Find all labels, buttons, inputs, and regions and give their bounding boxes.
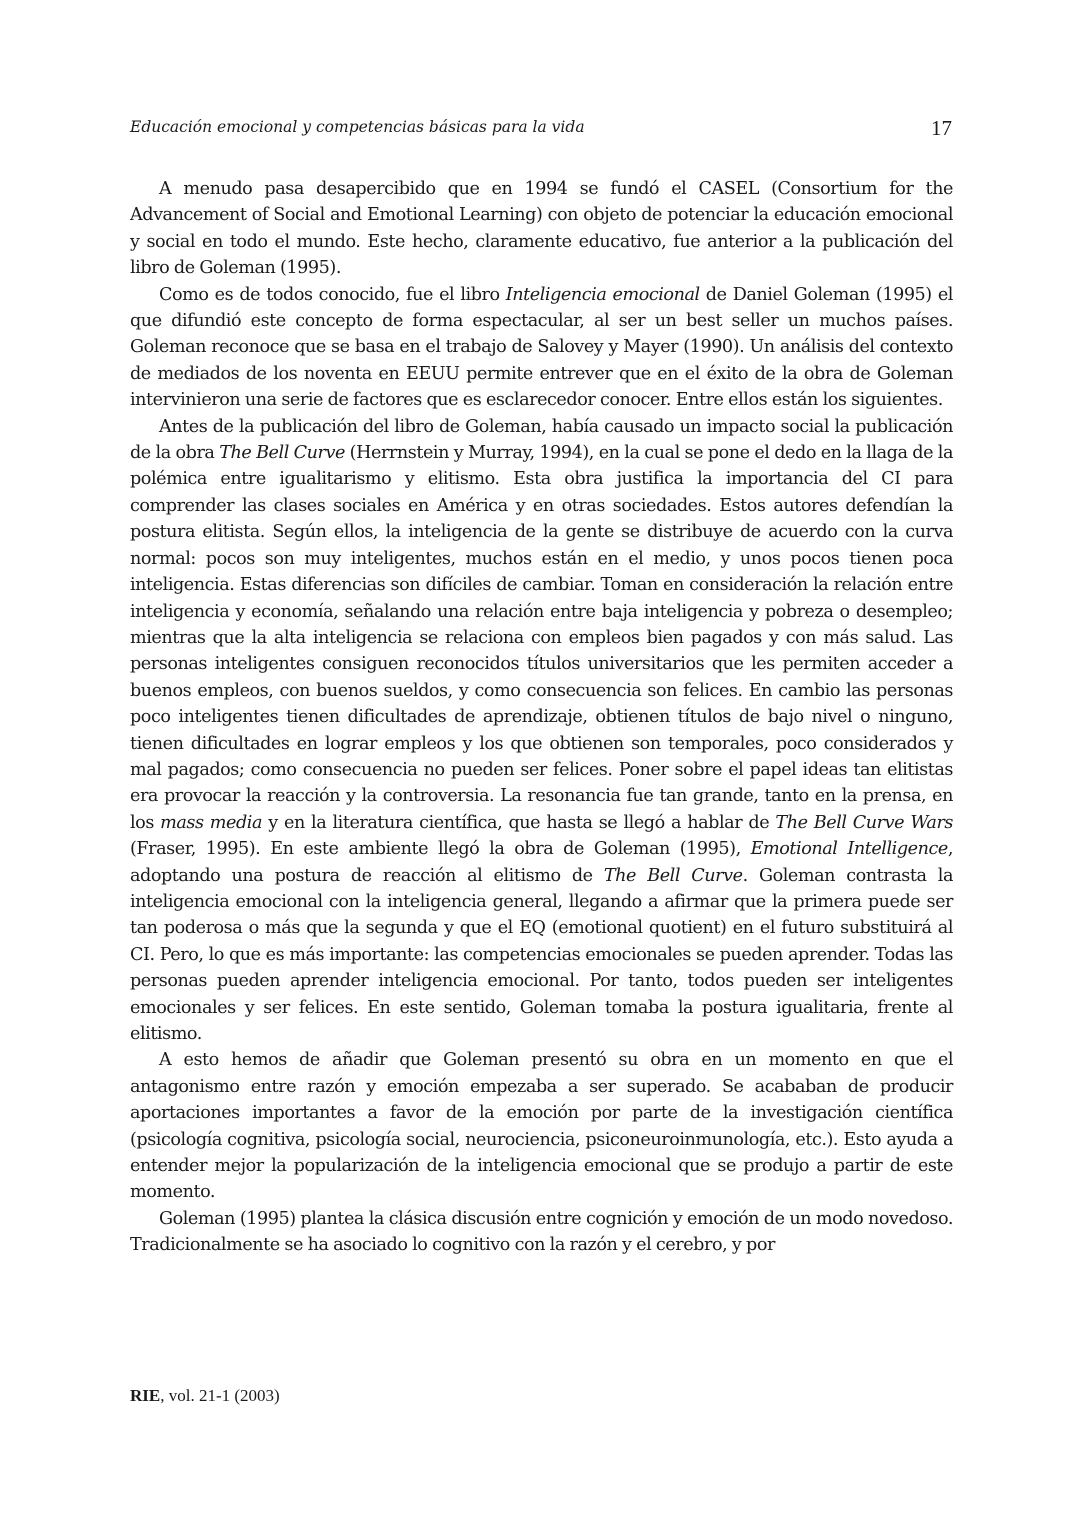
article-body [130, 176, 953, 1259]
italic-title: The Bell Curve Wars [775, 812, 954, 833]
text-run: . Goleman contrasta la inteligencia emocional con la inteligencia general, llegando a afirmar que la primera puede ser tan poderosa o más que la segunda y que el EQ (emotional quotient) en el futuro substituirá al CI. Pero, lo que es más importante: las competencias emocionales se pueden aprender. Todas las personas pueden aprender inteligencia emocional. Por tanto, todos pueden ser inteligentes emocionales y ser felices. En este sentido, Goleman tomaba la postura igualitaria, frente al elitismo. [130, 865, 953, 1044]
journal-name: RIE [130, 1386, 161, 1405]
journal-citation: , vol. 21-1 (2003) [160, 1386, 280, 1405]
text-run: Goleman (1995) plantea la clásica discusión entre cognición y emoción de un modo novedoso. Tradicionalmente se ha asociado lo cognitivo con la razón y el cerebro, y por [130, 1208, 953, 1256]
text-run: Como es de todos conocido, fue el libro [159, 284, 506, 305]
text-run: y en la literatura científica, que hasta se llegó a hablar de [262, 812, 776, 833]
italic-title: mass media [160, 812, 263, 833]
italic-title: Inteligencia emocional [505, 284, 700, 305]
paragraph [130, 282, 953, 414]
text-run: de Daniel Goleman (1995) el que difundió este concepto de forma espectacular, al ser un best seller un muchos países. Goleman reconoce que se basa en el trabajo de Salovey y Mayer (1990). Un análisis del contexto de mediados de los noventa en EEUU permite entrever que en el éxito de la obra de Goleman intervinieron una serie de factores que es esclarecedor conocer. Entre ellos están los siguientes. [130, 284, 953, 411]
paragraph [130, 1047, 953, 1205]
text-run: , adoptando una postura de reacción al elitismo de [130, 839, 954, 886]
running-header [130, 116, 952, 144]
italic-title: The Bell Curve [219, 443, 345, 464]
italic-title: Emotional Intelligence [750, 839, 948, 860]
text-run: A menudo pasa desapercibido que en 1994 se fundó el CASEL (Consortium for the Advancement of Social and Emotional Learning) con objeto de potenciar la educación emocional y social en todo el mundo. Este hecho, claramente educativo, fue anterior a la publicación del libro de Goleman (1995). [130, 179, 953, 279]
text-run: (Herrnstein y Murray, 1994), en la cual se pone el dedo en la llaga de la polémica entre igualitarismo y elitismo. Esta obra justifica la importancia del CI para comprender las clases sociales en América y en otras sociedades. Estos autores defendían la postura elitista. Según ellos, la inteligencia de la gente se distribuye de acuerdo con la curva normal: pocos son muy inteligentes, muchos están en el medio, y unos pocos tienen poca inteligencia. Estas diferencias son difíciles de cambiar. Toman en consideración la relación entre inteligencia y economía, señalando una relación entre baja inteligencia y pobreza o desempleo; mientras que la alta inteligencia se relaciona con empleos bien pagados y con más salud. Las personas inteligentes consiguen reconocidos títulos universitarios que les permiten acceder a buenos empleos, con buenos sueldos, y como consecuencia son felices. En cambio las personas poco inteligentes tienen dificultades de aprendizaje, obtienen títulos de bajo nivel o ninguno, tienen dificultades en lograr empleos y los que obtienen son temporales, poco considerados y mal pagados; como consecuencia no pueden ser felices. Poner sobre el papel ideas tan elitistas era provocar la reacción y la controversia. La resonancia fue tan grande, tanto en la prensa, en los [130, 443, 954, 833]
paragraph [130, 176, 953, 282]
text-run: A esto hemos de añadir que Goleman presentó su obra en un momento en que el antagonismo entre razón y emoción empezaba a ser superado. Se acababan de producir aportaciones importantes a favor de la emoción por parte de la investigación científica (psicología cognitiva, psicología social, neurociencia, psiconeuroinmunología, etc.). Esto ayuda a entender mejor la popularización de la inteligencia emocional que se produjo a partir de este momento. [130, 1050, 953, 1203]
text-run: Antes de la publicación del libro de Goleman, había causado un impacto social la publicación de la obra [130, 416, 953, 464]
page-footer [130, 1386, 280, 1406]
page-number: 17 [931, 116, 952, 140]
running-title: Educación emocional y competencias básicas para la vida [130, 118, 585, 136]
paragraph [130, 414, 953, 1048]
text-run: (Fraser, 1995). En este ambiente llegó la obra de Goleman (1995), [130, 839, 751, 860]
paragraph [130, 1206, 953, 1259]
italic-title: The Bell Curve [603, 865, 743, 886]
